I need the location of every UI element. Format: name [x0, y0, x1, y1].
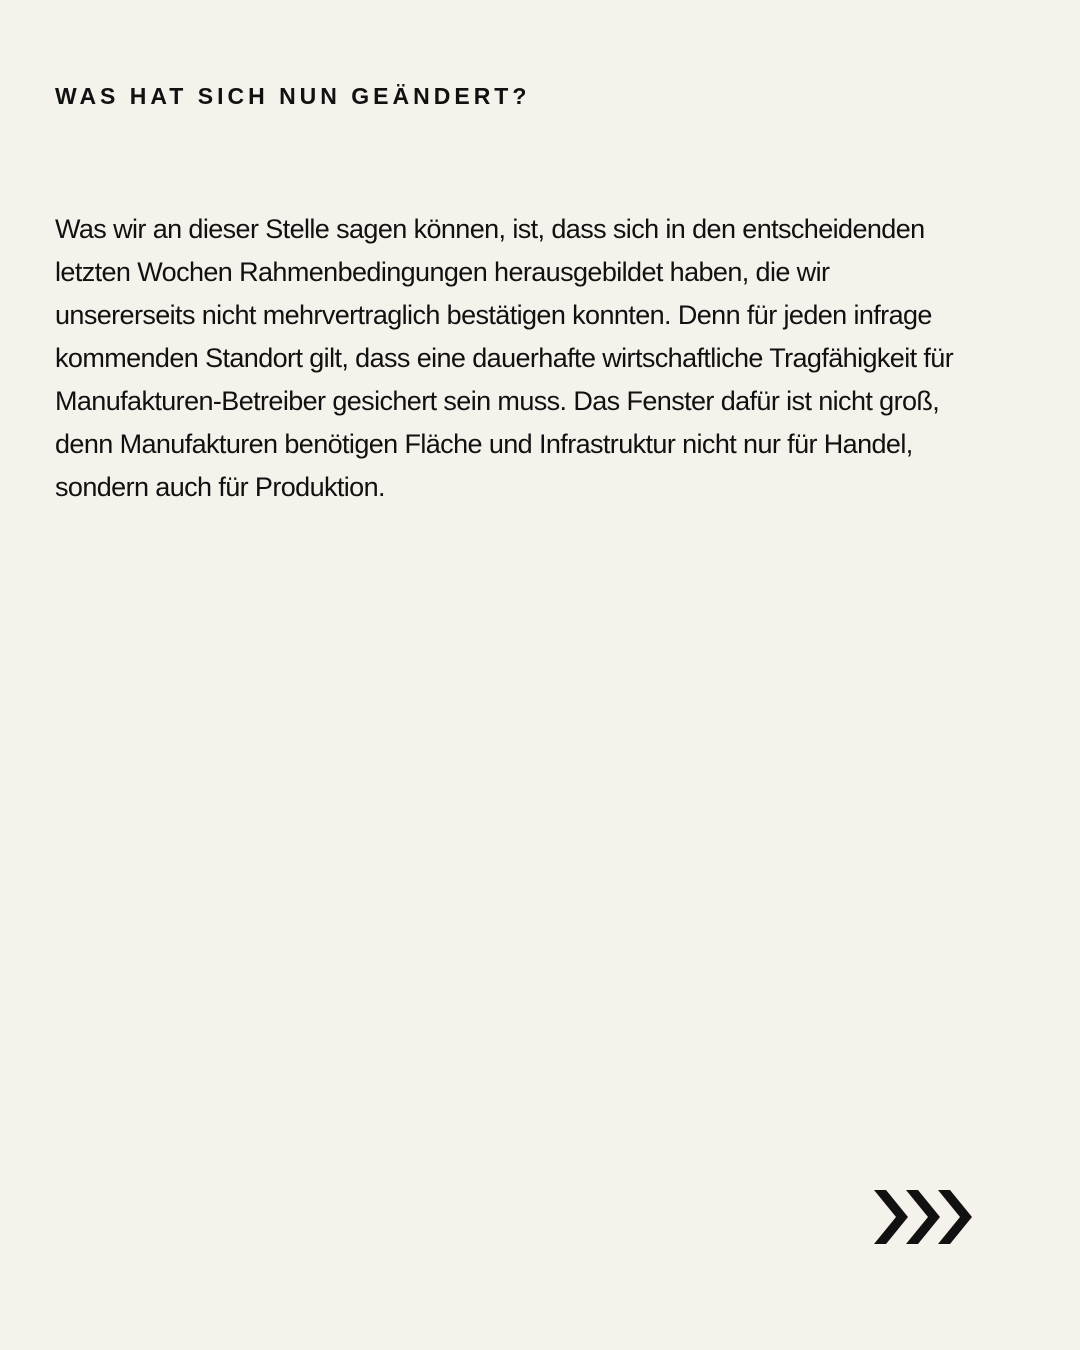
chevron-right-icon [938, 1190, 972, 1244]
body-line: unsererseits nicht mehrvertraglich bestätigen konnten. Denn für jeden infrage [55, 300, 932, 330]
body-line: Manufakturen-Betreiber gesichert sein muss. Das Fenster dafür ist nicht groß, [55, 386, 940, 416]
body-line: Was wir an dieser Stelle sagen können, ist, dass sich in den entscheidenden [55, 214, 925, 244]
section-heading: WAS HAT SICH NUN GEÄNDERT? [55, 83, 531, 109]
body-paragraph [55, 208, 1030, 509]
chevron-right-icon [874, 1190, 908, 1244]
chevron-right-icon [906, 1190, 940, 1244]
body-line: sondern auch für Produktion. [55, 472, 385, 502]
triple-chevron-right-icon[interactable] [874, 1190, 972, 1244]
body-line: letzten Wochen Rahmenbedingungen herausgebildet haben, die wir [55, 257, 830, 287]
body-line: kommenden Standort gilt, dass eine dauerhafte wirtschaftliche Tragfähigkeit für [55, 343, 954, 373]
body-line: denn Manufakturen benötigen Fläche und Infrastruktur nicht nur für Handel, [55, 429, 913, 459]
